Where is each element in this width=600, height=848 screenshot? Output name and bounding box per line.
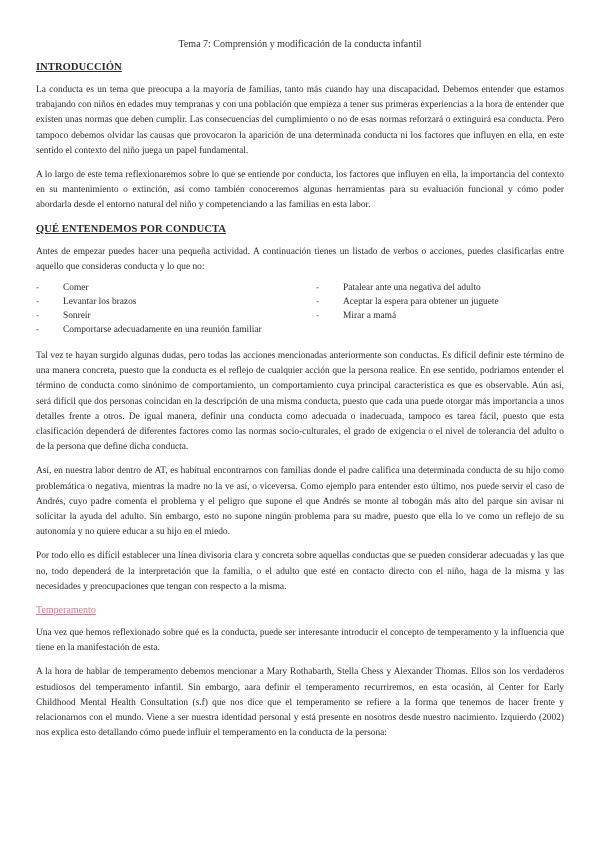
subsection-heading-temperamento: Temperamento	[36, 605, 96, 617]
list-item: - Levantar los brazos	[36, 297, 137, 308]
actions-list-left	[36, 282, 316, 338]
section-heading-introduccion: INTRODUCCIÓN	[36, 62, 122, 73]
bullet-dash: -	[316, 311, 320, 322]
intro-paragraph-2: A lo largo de este tema reflexionaremos sobre lo que se entiende por conducta, los factores que influyen en ella, la importancia del contexto en su mantenimiento o extinción, así como también conoceremos algunas herramientas para su evaluación funcional y cómo poder abordarla desde el entorno natural del niño y competenciando a las familias en esta labor.	[36, 170, 564, 211]
bullet-dash: -	[36, 297, 40, 308]
document-title: Tema 7: Comprensión y modificación de la conducta infantil	[178, 39, 422, 50]
bullet-dash: -	[36, 325, 40, 336]
conducta-paragraph-4: Por todo ello es difícil establecer una línea divisoria clara y concreta sobre aquellas conductas que se pueden considerar adecuadas y las que no, todo dependerá de la interpretación que la familia, o el adulto que esté en contacto directo con el niño, haga de la misma y las necesidades y preocupaciones que tengan con respecto a la misma.	[36, 551, 564, 592]
conducta-paragraph-1: Antes de empezar puedes hacer una pequeña actividad. A continuación tienes un listado de verbos o acciones, puedes clasificarlas entre aquello que consideras conducta y lo que no:	[36, 246, 564, 272]
actions-list-right	[316, 282, 546, 338]
intro-paragraph-1: La conducta es un tema que preocupa a la mayoría de familias, tanto más cuando hay una discapacidad. Debemos entender que estamos trabajando con niños en edades muy tempranas y con una población que empieza a tener sus primeras experiencias a la hora de entender que existen unas normas que deben cumplir. Las consecuencias del cumplimiento o no de esas normas reforzará o extinguirá esa conducta. Pero tampoco debemos olvidar las causas que provocaron la aparición de una determinada conducta ni los factores que influyen en ella, en este sentido el contexto del niño juega un papel fundamental.	[36, 85, 564, 156]
temperamento-paragraph-2: A la hora de hablar de temperamento debemos mencionar a Mary Rothabarth, Stella Chess y Alexander Thomas. Ellos son los verdaderos estudiosos del temperamento infantil. Sin embargo, aara definir el temperamento recurriremos, en esta ocasión, al Center for Early Childhood Mental Health Consultation (s.f) que nos dice que el temperamento se refiere a la forma que tenemos de hacer frente y relacionarnos con el mundo. Viene a ser nuestra identidad personal y está presente en nosotros desde nuestro nacimiento. Izquierdo (2002) nos explica esto detallando cómo puede influir el temperamento en la conducta de la persona:	[36, 667, 564, 739]
list-item: - Patalear ante una negativa del adulto	[316, 283, 481, 294]
temperamento-paragraph-1: Una vez que hemos reflexionado sobre qué es la conducta, puede ser interesante introducir el concepto de temperamento y la influencia que tiene en la manifestación de esta.	[36, 628, 564, 654]
list-item: - Mirar a mamá	[316, 311, 397, 322]
list-item: - Comportarse adecuadamente en una reunión familiar	[36, 325, 262, 336]
list-item: - Aceptar la espera para obtener un juguete	[316, 297, 499, 308]
bullet-dash: -	[316, 297, 320, 308]
list-item: - Comer	[36, 283, 89, 294]
actions-list	[36, 282, 564, 338]
conducta-paragraph-3: Así, en nuestra labor dentro de AT, es habitual encontrarnos con familias donde el padre califica una determinada conducta de su hijo como problemática o negativa, mientras la madre no la ve así, o viceversa. Como ejemplo para entender esto último, nos puede servir el caso de Andrés, cuyo padre comenta el problema y el peligro que supone el que Andrés se monte al tobogán más alto del parque sin avisar ni solicitar la ayuda del adulto. Sin embargo, esto no supone ningún problema para su madre, puesto que ella lo ve como un reflejo de su autonomía y no quiere educar a su hijo en el miedo.	[36, 466, 564, 538]
bullet-dash: -	[316, 283, 320, 294]
bullet-dash: -	[36, 283, 40, 294]
conducta-paragraph-2: Tal vez te hayan surgido algunas dudas, pero todas las acciones mencionadas anteriormente son conductas. Es difícil definir este término de una manera concreta, puesto que la conducta es el reflejo de cualquier acción que la persona realice. En ese sentido, podríamos entender el término de conducta como sinónimo de comportamiento, un comportamiento cuya principal característica es que es observable. Aún así, será difícil que dos personas coincidan en la descripción de una misma conducta, puesto que cada una puede otorgar más importancia a unos detalles frente a otros. De igual manera, definir una conducta como adecuada o inadecuada, tampoco es tarea fácil, puesto que esta clasificación dependerá de diferentes factores como las normas socio-culturales, el grado de exigencia o el nivel de tolerancia del adulto o de la persona que define dicha conducta.	[36, 351, 564, 453]
bullet-dash: -	[36, 311, 40, 322]
list-item: - Sonreír	[36, 311, 91, 322]
section-heading-conducta: QUÉ ENTENDEMOS POR CONDUCTA	[36, 223, 227, 235]
